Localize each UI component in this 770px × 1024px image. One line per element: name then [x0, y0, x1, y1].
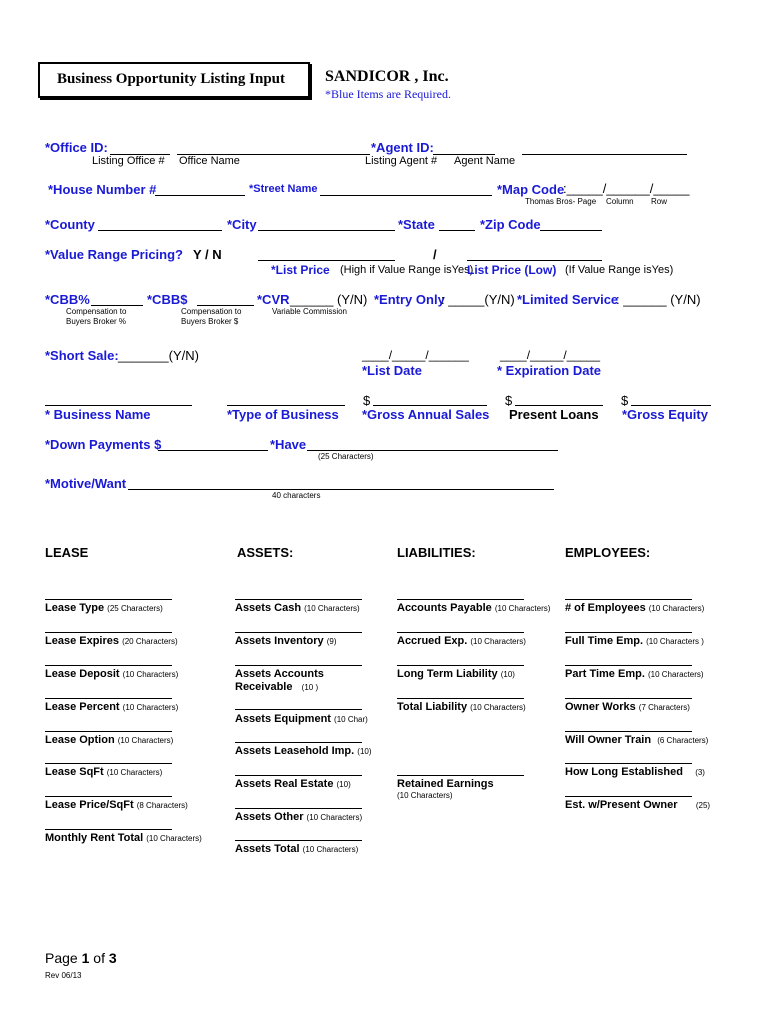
assets-real-estate-label: Assets Real Estate (10): [235, 778, 351, 790]
assets-receivable-label: Assets Accounts: [235, 668, 324, 680]
num-employees-field[interactable]: [565, 599, 692, 600]
full-time-emp-label: Full Time Emp. (10 Characters ): [565, 635, 704, 647]
gross-sales-dollar: $: [363, 393, 371, 408]
thomas-bros-sub: Thomas Bros- Page: [525, 197, 597, 206]
part-time-emp-label: Part Time Emp. (10 Characters): [565, 668, 704, 680]
cbb-dollar-field[interactable]: [197, 305, 254, 306]
est-present-owner-label: Est. w/Present Owner (25): [565, 799, 711, 811]
office-id-label: *Office ID:: [45, 140, 108, 155]
agent-name-field[interactable]: [522, 154, 687, 155]
entry-only-field[interactable]: : _____(Y/N): [441, 292, 515, 307]
cbb-dollar-sub2: Buyers Broker $: [181, 317, 239, 326]
office-name-sub: Office Name: [179, 155, 240, 167]
price-slash: /: [433, 247, 437, 262]
long-term-liability-label: Long Term Liability (10): [397, 668, 515, 680]
cbb-dollar-label: *CBB$: [147, 292, 188, 307]
business-name-field[interactable]: [45, 405, 192, 406]
assets-other-label: Assets Other (10 Characters): [235, 811, 363, 823]
agent-name-sub: Agent Name: [454, 155, 516, 167]
assets-receivable-field[interactable]: [235, 665, 362, 666]
county-label: *County: [45, 217, 95, 232]
cvr-field[interactable]: ______ (Y/N): [290, 292, 368, 307]
have-label: *Have: [270, 437, 307, 452]
accrued-exp-field[interactable]: [397, 632, 524, 633]
lease-expires-field[interactable]: [45, 632, 172, 633]
column-sub: Column: [606, 197, 634, 206]
value-range-label: *Value Range Pricing?: [45, 247, 183, 262]
gross-sales-label: *Gross Annual Sales: [362, 407, 490, 422]
long-term-liability-field[interactable]: [397, 665, 524, 666]
assets-equipment-field[interactable]: [235, 709, 362, 710]
street-name-label: *Street Name: [249, 183, 318, 195]
retained-earnings-label: Retained Earnings: [397, 778, 494, 790]
revision-note: Rev 06/13: [45, 971, 82, 980]
expiration-date-field[interactable]: ____/_____/_____: [500, 348, 601, 362]
lease-type-label: Lease Type (25 Characters): [45, 602, 163, 614]
short-sale-label: *Short Sale:: [45, 348, 119, 363]
retained-earnings-hint: (10 Characters): [397, 791, 453, 800]
state-label: *State: [398, 217, 435, 232]
down-payments-label: *Down Payments $: [45, 437, 162, 452]
cbb-pct-label: *CBB%: [45, 292, 90, 307]
page-indicator: Page 1 of 3: [45, 950, 117, 966]
zip-label: *Zip Code: [480, 217, 541, 232]
list-price-low-note: (If Value Range isYes): [565, 264, 674, 276]
num-employees-label: # of Employees (10 Characters): [565, 602, 705, 614]
monthly-rent-field[interactable]: [45, 829, 172, 830]
accounts-payable-field[interactable]: [397, 599, 524, 600]
assets-heading: ASSETS:: [237, 545, 294, 560]
assets-cash-field[interactable]: [235, 599, 362, 600]
have-field[interactable]: [307, 450, 558, 451]
house-number-label: *House Number #: [48, 182, 157, 197]
total-liability-field[interactable]: [397, 698, 524, 699]
business-name-label: * Business Name: [45, 407, 151, 422]
full-time-emp-field[interactable]: [565, 632, 692, 633]
state-field[interactable]: [439, 230, 475, 231]
form-title: Business Opportunity Listing Input: [57, 71, 286, 87]
total-liability-label: Total Liability (10 Characters): [397, 701, 526, 713]
assets-total-label: Assets Total (10 Characters): [235, 843, 359, 855]
list-date-field[interactable]: ____/_____/______: [362, 348, 469, 362]
assets-other-field[interactable]: [235, 808, 362, 809]
owner-works-label: Owner Works (7 Characters): [565, 701, 690, 713]
lease-percent-label: Lease Percent (10 Characters): [45, 701, 179, 713]
will-owner-train-label: Will Owner Train (6 Characters): [565, 734, 709, 746]
short-sale-field[interactable]: _______(Y/N): [118, 348, 199, 363]
cvr-label: *CVR: [257, 292, 290, 307]
value-range-yn[interactable]: Y / N: [193, 247, 222, 262]
present-loans-label: Present Loans: [509, 407, 599, 422]
motive-label: *Motive/Want: [45, 476, 127, 491]
house-number-field[interactable]: [155, 195, 245, 196]
listing-office-sub: Listing Office #: [92, 155, 165, 167]
cbb-pct-field[interactable]: [91, 305, 143, 306]
list-price-low-field[interactable]: [467, 260, 602, 261]
list-price-note: (High if Value Range isYes): [340, 264, 474, 276]
lease-percent-field[interactable]: [45, 698, 172, 699]
lease-sqft-field[interactable]: [45, 763, 172, 764]
map-code-label: *Map Code: [497, 182, 565, 197]
lease-sqft-label: Lease SqFt (10 Characters): [45, 766, 163, 778]
cbb-dollar-sub1: Compensation to: [181, 307, 242, 316]
map-code-field[interactable]: :_____/______/_____: [563, 181, 690, 196]
cbb-pct-sub1: Compensation to: [66, 307, 127, 316]
type-of-business-field[interactable]: [227, 405, 345, 406]
retained-earnings-field[interactable]: [397, 775, 524, 776]
lease-deposit-label: Lease Deposit (10 Characters): [45, 668, 179, 680]
entry-only-label: *Entry Only: [374, 292, 445, 307]
street-name-field[interactable]: [320, 195, 492, 196]
list-price-label: *List Price: [271, 263, 330, 277]
lease-type-field[interactable]: [45, 599, 172, 600]
motive-note: 40 characters: [272, 491, 321, 500]
list-price-high-field[interactable]: [258, 260, 395, 261]
owner-works-field[interactable]: [565, 698, 692, 699]
limited-service-field[interactable]: : ______ (Y/N): [616, 292, 701, 307]
assets-leasehold-field[interactable]: [235, 742, 362, 743]
lease-expires-label: Lease Expires (20 Characters): [45, 635, 178, 647]
part-time-emp-field[interactable]: [565, 665, 692, 666]
assets-total-field[interactable]: [235, 840, 362, 841]
how-long-established-label: How Long Established (3): [565, 766, 705, 778]
gross-sales-field[interactable]: [373, 405, 487, 406]
assets-inventory-label: Assets Inventory (9): [235, 635, 337, 647]
limited-service-label: *Limited Service: [517, 292, 619, 307]
row-sub: Row: [651, 197, 668, 206]
county-field[interactable]: [98, 230, 222, 231]
lease-heading: LEASE: [45, 545, 89, 560]
accounts-payable-label: Accounts Payable (10 Characters): [397, 602, 551, 614]
list-date-label: *List Date: [362, 363, 422, 378]
lease-option-label: Lease Option (10 Characters): [45, 734, 174, 746]
lease-option-field[interactable]: [45, 731, 172, 732]
lease-price-sqft-field[interactable]: [45, 796, 172, 797]
city-label: *City: [227, 217, 257, 232]
est-present-owner-field[interactable]: [565, 796, 692, 797]
lease-price-sqft-label: Lease Price/SqFt (8 Characters): [45, 799, 188, 811]
monthly-rent-label: Monthly Rent Total (10 Characters): [45, 832, 202, 844]
assets-equipment-label: Assets Equipment (10 Char): [235, 713, 368, 725]
will-owner-train-field[interactable]: [565, 731, 692, 732]
down-payments-field[interactable]: [158, 450, 268, 451]
cvr-sub: Variable Commission: [272, 307, 347, 316]
how-long-established-field[interactable]: [565, 763, 692, 764]
listing-agent-sub: Listing Agent #: [365, 155, 438, 167]
required-note: *Blue Items are Required.: [325, 87, 451, 101]
accrued-exp-label: Accrued Exp. (10 Characters): [397, 635, 526, 647]
assets-receivable-label2: Receivable (10 ): [235, 681, 319, 693]
motive-field[interactable]: [128, 489, 554, 490]
assets-leasehold-label: Assets Leasehold Imp. (10): [235, 745, 372, 757]
assets-inventory-field[interactable]: [235, 632, 362, 633]
assets-cash-label: Assets Cash (10 Characters): [235, 602, 360, 614]
type-of-business-label: *Type of Business: [227, 407, 339, 422]
present-loans-dollar: $: [505, 393, 513, 408]
cbb-pct-sub2: Buyers Broker %: [66, 317, 127, 326]
assets-real-estate-field[interactable]: [235, 775, 362, 776]
liabilities-heading: LIABILITIES:: [397, 545, 476, 560]
expiration-date-label: * Expiration Date: [497, 363, 602, 378]
have-note: (25 Characters): [318, 452, 374, 461]
zip-field[interactable]: [540, 230, 602, 231]
company-name: SANDICOR , Inc.: [325, 68, 449, 85]
city-field[interactable]: [258, 230, 395, 231]
gross-equity-dollar: $: [621, 393, 629, 408]
employees-heading: EMPLOYEES:: [565, 545, 651, 560]
present-loans-field[interactable]: [515, 405, 603, 406]
lease-deposit-field[interactable]: [45, 665, 172, 666]
gross-equity-field[interactable]: [631, 405, 711, 406]
list-price-low-label: List Price (Low): [467, 263, 557, 277]
agent-id-label: *Agent ID:: [371, 140, 434, 155]
gross-equity-label: *Gross Equity: [622, 407, 708, 422]
